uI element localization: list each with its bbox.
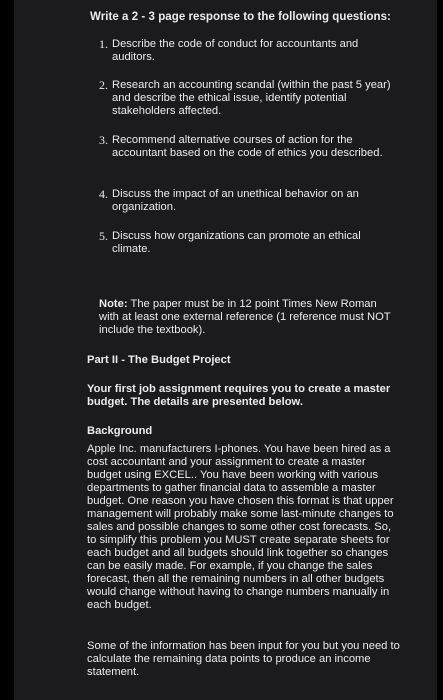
question-item (99, 38, 399, 64)
question-text: Discuss how organizations can promote an ethical climate. (112, 230, 361, 255)
question-number: 5. (99, 229, 108, 243)
question-number: 2. (99, 78, 108, 92)
note-text: The paper must be in 12 point Times New Roman with at least one external reference (1 reference must NOT include the textbook). (99, 298, 391, 336)
question-item (99, 188, 399, 214)
question-item (99, 230, 399, 256)
document-page (14, 0, 437, 700)
question-number: 4. (99, 187, 108, 201)
background-title: Background (87, 425, 153, 437)
left-black-edge (0, 0, 14, 700)
question-number: 3. (99, 133, 108, 147)
assignment-heading: Write a 2 - 3 page response to the following questions: (90, 11, 391, 23)
part-title: Part II - The Budget Project (87, 354, 231, 366)
question-text: Recommend alternative courses of action for the accountant based on the code of ethics you described. (112, 134, 383, 159)
formatting-note (99, 298, 399, 337)
question-text: Describe the code of conduct for accountants and auditors. (112, 38, 359, 63)
note-label: Note: (99, 298, 128, 310)
background-paragraph: Apple Inc. manufacturers I-phones. You have been hired as a cost accountant and your assignment to create a master budget using EXCEL.. You have been working with various departments to gather financial data to assemble a master budget. One reason you have chosen this format is that upper management will probably make some last-minute changes to sales and possible changes to some other cost forecasts. So, to simplify this problem you MUST create separate sheets for each budget and all budgets should link together so changes can be easily made. For example, if you change the sales forecast, then all the remaining numbers in all other budgets would change without having to change numbers manually in each budget. (87, 443, 394, 611)
first-job-intro: Your first job assignment requires you to create a master budget. The details are presented below. (87, 383, 391, 408)
question-item (99, 134, 399, 160)
question-item (99, 79, 399, 118)
question-text: Discuss the impact of an unethical behavior on an organization. (112, 188, 359, 213)
question-number: 1. (99, 37, 108, 51)
question-text: Research an accounting scandal (within the past 5 year) and describe the ethical issue, identify potential stakeholders affected. (112, 79, 391, 117)
closing-paragraph: Some of the information has been input for you but you need to calculate the remaining data points to produce an income statement. (87, 640, 400, 678)
